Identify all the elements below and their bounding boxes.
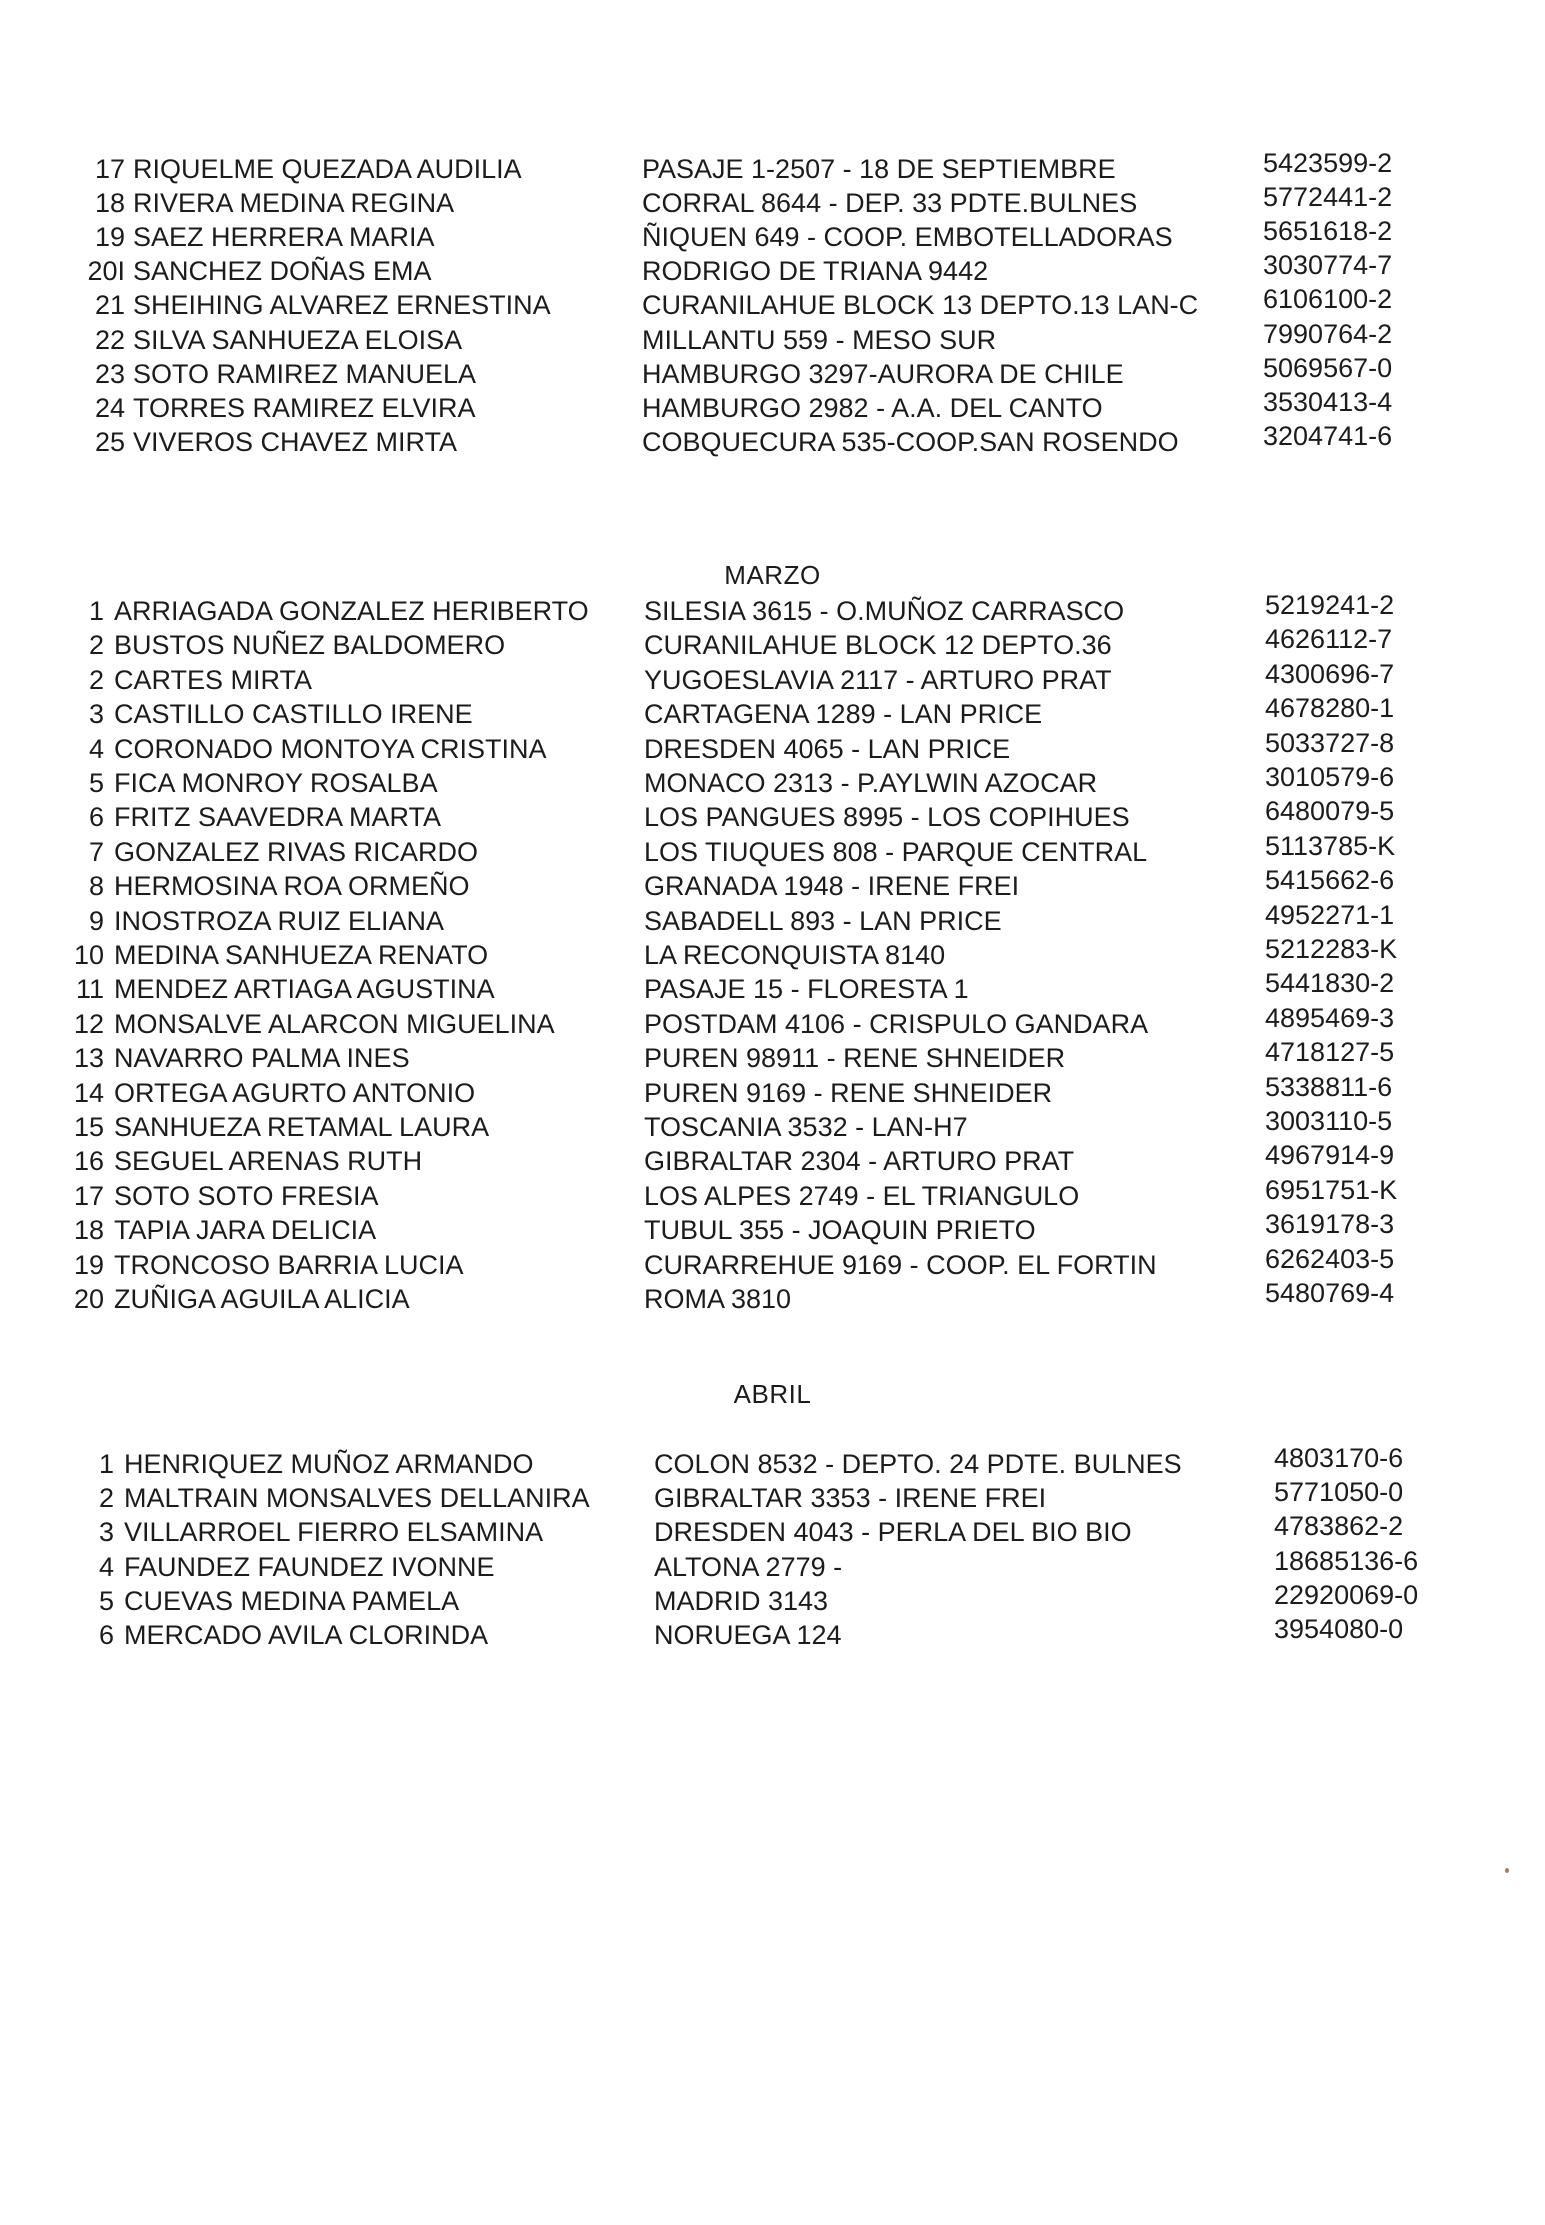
row-number: 4	[88, 734, 104, 764]
person-address: TUBUL 355 - JOAQUIN PRIETO	[644, 1215, 1036, 1245]
person-name: HENRIQUEZ MUÑOZ ARMANDO	[124, 1449, 534, 1479]
person-name: ARRIAGADA GONZALEZ HERIBERTO	[114, 596, 589, 626]
person-rut: 3619178-3	[1265, 1209, 1395, 1239]
row-number: 17	[94, 154, 125, 184]
row-number: 3	[98, 1517, 114, 1547]
person-rut: 5338811-6	[1265, 1072, 1393, 1102]
row-number: 5	[98, 1586, 114, 1616]
person-name: SOTO RAMIREZ MANUELA	[133, 359, 477, 389]
person-address: COBQUECURA 535-COOP.SAN ROSENDO	[642, 427, 1179, 457]
person-address: LA RECONQUISTA 8140	[644, 940, 946, 970]
row-number: 23	[94, 359, 125, 389]
person-name: FAUNDEZ FAUNDEZ IVONNE	[124, 1552, 495, 1582]
person-address: TOSCANIA 3532 - LAN-H7	[644, 1112, 968, 1142]
person-rut: 4678280-1	[1265, 693, 1395, 723]
row-number: 20I	[87, 256, 125, 286]
person-rut: 5771050-0	[1274, 1477, 1404, 1507]
person-name: SEGUEL ARENAS RUTH	[114, 1146, 423, 1176]
person-rut: 5212283-K	[1265, 934, 1398, 964]
person-address: LOS TIUQUES 808 - PARQUE CENTRAL	[644, 837, 1148, 867]
person-rut: 4895469-3	[1265, 1003, 1395, 1033]
row-number: 24	[94, 393, 125, 423]
person-name: SOTO SOTO FRESIA	[114, 1181, 379, 1211]
person-name: TAPIA JARA DELICIA	[114, 1215, 377, 1245]
list-row	[0, 1614, 1545, 1652]
person-rut: 4718127-5	[1265, 1037, 1395, 1067]
person-address: GIBRALTAR 3353 - IRENE FREI	[654, 1483, 1047, 1513]
person-name: TRONCOSO BARRIA LUCIA	[114, 1250, 464, 1280]
person-rut: 4783862-2	[1274, 1511, 1404, 1541]
row-number: 13	[73, 1043, 104, 1073]
section-title-abril: ABRIL	[733, 1379, 812, 1409]
row-number: 14	[73, 1078, 104, 1108]
person-address: PUREN 9169 - RENE SHNEIDER	[644, 1078, 1053, 1108]
person-rut: 5415662-6	[1265, 865, 1395, 895]
row-number: 18	[94, 188, 125, 218]
person-name: INOSTROZA RUIZ ELIANA	[114, 906, 445, 936]
person-name: CASTILLO CASTILLO IRENE	[114, 699, 473, 729]
person-address: CURANILAHUE BLOCK 13 DEPTO.13 LAN-C	[642, 290, 1199, 320]
row-number: 25	[94, 427, 125, 457]
person-address: DRESDEN 4043 - PERLA DEL BIO BIO	[654, 1517, 1132, 1547]
person-rut: 18685136-6	[1274, 1546, 1419, 1576]
person-address: HAMBURGO 3297-AURORA DE CHILE	[642, 359, 1124, 389]
section-title-marzo: MARZO	[724, 560, 821, 590]
person-address: MADRID 3143	[654, 1586, 829, 1616]
person-address: PASAJE 15 - FLORESTA 1	[644, 974, 969, 1004]
person-address: NORUEGA 124	[654, 1620, 842, 1650]
person-address: ROMA 3810	[644, 1284, 792, 1314]
person-rut: 5441830-2	[1265, 968, 1395, 998]
person-address: SILESIA 3615 - O.MUÑOZ CARRASCO	[644, 596, 1125, 626]
person-rut: 4300696-7	[1265, 659, 1395, 689]
row-number: 9	[88, 906, 104, 936]
list-row	[0, 421, 1545, 459]
row-number: 2	[98, 1483, 114, 1513]
person-rut: 4952271-1	[1265, 900, 1395, 930]
row-number: 10	[73, 940, 104, 970]
row-number: 2	[88, 665, 104, 695]
person-name: VILLARROEL FIERRO ELSAMINA	[124, 1517, 544, 1547]
person-rut: 22920069-0	[1274, 1580, 1419, 1610]
person-name: RIVERA MEDINA REGINA	[133, 188, 455, 218]
row-number: 7	[88, 837, 104, 867]
person-address: PUREN 98911 - RENE SHNEIDER	[644, 1043, 1066, 1073]
row-number: 6	[88, 802, 104, 832]
person-name: MALTRAIN MONSALVES DELLANIRA	[124, 1483, 590, 1513]
row-number: 5	[88, 768, 104, 798]
row-number: 15	[73, 1112, 104, 1142]
person-rut: 6106100-2	[1263, 284, 1393, 314]
row-number: 2	[88, 630, 104, 660]
row-number: 12	[73, 1009, 104, 1039]
list-row	[0, 1278, 1545, 1316]
person-address: MONACO 2313 - P.AYLWIN AZOCAR	[644, 768, 1098, 798]
person-name: RIQUELME QUEZADA AUDILIA	[133, 154, 522, 184]
person-address: POSTDAM 4106 - CRISPULO GANDARA	[644, 1009, 1149, 1039]
person-rut: 4967914-9	[1265, 1140, 1395, 1170]
row-number: 1	[88, 596, 104, 626]
person-name: SANCHEZ DOÑAS EMA	[133, 256, 432, 286]
person-name: SILVA SANHUEZA ELOISA	[133, 325, 463, 355]
person-address: ÑIQUEN 649 - COOP. EMBOTELLADORAS	[642, 222, 1173, 252]
person-address: HAMBURGO 2982 - A.A. DEL CANTO	[642, 393, 1103, 423]
row-number: 16	[73, 1146, 104, 1176]
person-name: SANHUEZA RETAMAL LAURA	[114, 1112, 490, 1142]
scan-speck-decoration	[1505, 1868, 1509, 1873]
person-name: MONSALVE ALARCON MIGUELINA	[114, 1009, 555, 1039]
person-address: RODRIGO DE TRIANA 9442	[642, 256, 989, 286]
person-rut: 7990764-2	[1263, 319, 1393, 349]
person-rut: 5423599-2	[1263, 148, 1393, 178]
person-rut: 3954080-0	[1274, 1614, 1404, 1644]
person-name: MEDINA SANHUEZA RENATO	[114, 940, 489, 970]
person-rut: 4803170-6	[1274, 1443, 1404, 1473]
row-number: 17	[73, 1181, 104, 1211]
row-number: 11	[75, 974, 104, 1004]
person-rut: 6951751-K	[1265, 1175, 1398, 1205]
row-number: 8	[88, 871, 104, 901]
person-rut: 3030774-7	[1263, 250, 1393, 280]
person-address: COLON 8532 - DEPTO. 24 PDTE. BULNES	[654, 1449, 1182, 1479]
person-address: YUGOESLAVIA 2117 - ARTURO PRAT	[644, 665, 1112, 695]
person-name: CARTES MIRTA	[114, 665, 313, 695]
person-rut: 3530413-4	[1263, 387, 1393, 417]
row-number: 21	[94, 290, 125, 320]
person-name: FICA MONROY ROSALBA	[114, 768, 438, 798]
row-number: 19	[73, 1250, 104, 1280]
person-address: MILLANTU 559 - MESO SUR	[642, 325, 997, 355]
person-address: SABADELL 893 - LAN PRICE	[644, 906, 1002, 936]
row-number: 1	[98, 1449, 114, 1479]
person-name: GONZALEZ RIVAS RICARDO	[114, 837, 479, 867]
person-address: PASAJE 1-2507 - 18 DE SEPTIEMBRE	[642, 154, 1116, 184]
row-number: 3	[88, 699, 104, 729]
row-number: 6	[98, 1620, 114, 1650]
person-rut: 6480079-5	[1265, 796, 1395, 826]
person-rut: 5219241-2	[1265, 590, 1395, 620]
person-rut: 4626112-7	[1265, 624, 1393, 654]
person-name: MERCADO AVILA CLORINDA	[124, 1620, 489, 1650]
person-address: DRESDEN 4065 - LAN PRICE	[644, 734, 1011, 764]
person-address: ALTONA 2779 -	[654, 1552, 843, 1582]
person-name: CUEVAS MEDINA PAMELA	[124, 1586, 460, 1616]
person-rut: 5651618-2	[1263, 216, 1393, 246]
person-name: HERMOSINA ROA ORMEÑO	[114, 871, 470, 901]
person-address: CURANILAHUE BLOCK 12 DEPTO.36	[644, 630, 1112, 660]
row-number: 20	[73, 1284, 104, 1314]
row-number: 19	[94, 222, 125, 252]
person-name: VIVEROS CHAVEZ MIRTA	[133, 427, 458, 457]
row-number: 4	[98, 1552, 114, 1582]
person-rut: 3204741-6	[1263, 421, 1393, 451]
person-name: NAVARRO PALMA INES	[114, 1043, 410, 1073]
person-rut: 5033727-8	[1265, 728, 1395, 758]
person-name: SHEIHING ALVAREZ ERNESTINA	[133, 290, 551, 320]
person-rut: 5772441-2	[1263, 182, 1393, 212]
person-rut: 6262403-5	[1265, 1244, 1395, 1274]
person-address: GRANADA 1948 - IRENE FREI	[644, 871, 1020, 901]
person-address: CURARREHUE 9169 - COOP. EL FORTIN	[644, 1250, 1157, 1280]
person-name: BUSTOS NUÑEZ BALDOMERO	[114, 630, 506, 660]
person-address: LOS ALPES 2749 - EL TRIANGULO	[644, 1181, 1080, 1211]
person-rut: 3003110-5	[1265, 1106, 1393, 1136]
person-name: CORONADO MONTOYA CRISTINA	[114, 734, 547, 764]
person-address: GIBRALTAR 2304 - ARTURO PRAT	[644, 1146, 1075, 1176]
person-name: MENDEZ ARTIAGA AGUSTINA	[114, 974, 495, 1004]
row-number: 18	[73, 1215, 104, 1245]
person-address: CORRAL 8644 - DEP. 33 PDTE.BULNES	[642, 188, 1138, 218]
row-number: 22	[94, 325, 125, 355]
person-rut: 5480769-4	[1265, 1278, 1395, 1308]
person-rut: 5069567-0	[1263, 353, 1393, 383]
person-address: LOS PANGUES 8995 - LOS COPIHUES	[644, 802, 1130, 832]
person-name: SAEZ HERRERA MARIA	[133, 222, 435, 252]
person-name: ORTEGA AGURTO ANTONIO	[114, 1078, 476, 1108]
person-name: FRITZ SAAVEDRA MARTA	[114, 802, 442, 832]
person-rut: 5113785-K	[1265, 831, 1396, 861]
person-address: CARTAGENA 1289 - LAN PRICE	[644, 699, 1043, 729]
person-name: ZUÑIGA AGUILA ALICIA	[114, 1284, 410, 1314]
person-name: TORRES RAMIREZ ELVIRA	[133, 393, 476, 423]
person-rut: 3010579-6	[1265, 762, 1395, 792]
